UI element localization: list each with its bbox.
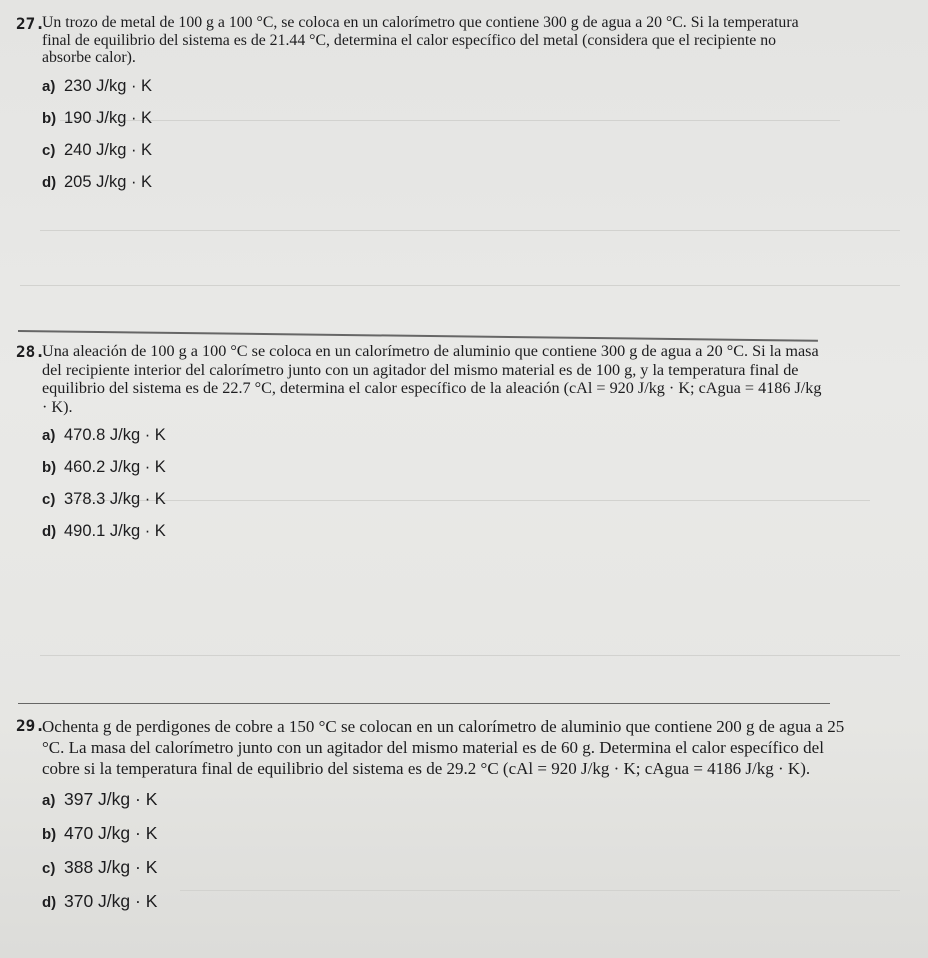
option-letter: d) (42, 523, 57, 540)
option-value: 460.2 J/kg · K (64, 458, 166, 476)
problem-number: 27. (16, 14, 45, 33)
show-through-line (40, 655, 900, 656)
problem-statement: Ochenta g de perdigones de cobre a 150 °C se colocan en un calorímetro de aluminio que contiene 200 g de agua a 25 °C. La masa del calorímetro junto con un agitador del mismo material es de 60 g. Determina el calor específico del cobre si la temperatura final de equilibrio del sistema es de 29.2 °C (cAl = 920 J/kg · K; cAgua = 4186 J/kg · K). (42, 717, 845, 778)
section-divider (18, 330, 818, 342)
problem-number: 28. (16, 342, 45, 361)
answer-option-a[interactable] (42, 77, 816, 109)
option-value: 388 J/kg · K (64, 857, 158, 877)
problem-27 (16, 14, 816, 205)
answer-options (16, 789, 846, 925)
option-letter: d) (42, 173, 57, 191)
answer-option-c[interactable] (42, 857, 846, 891)
answer-options (16, 426, 822, 554)
answer-option-a[interactable] (42, 789, 846, 823)
answer-option-b[interactable] (42, 109, 816, 141)
option-letter: a) (42, 792, 56, 809)
option-letter: b) (42, 109, 57, 127)
problem-28 (16, 342, 822, 554)
problem-29 (16, 716, 846, 925)
answer-options (16, 77, 816, 205)
answer-option-b[interactable] (42, 458, 822, 490)
option-value: 470 J/kg · K (64, 823, 158, 843)
option-value: 470.8 J/kg · K (64, 426, 166, 444)
option-value: 240 J/kg · K (64, 140, 153, 159)
option-letter: b) (42, 826, 57, 843)
section-divider (18, 703, 830, 704)
answer-option-c[interactable] (42, 490, 822, 522)
answer-option-d[interactable] (42, 891, 846, 925)
answer-option-d[interactable] (42, 522, 822, 554)
option-value: 397 J/kg · K (64, 789, 158, 809)
option-value: 230 J/kg · K (64, 76, 153, 95)
answer-option-a[interactable] (42, 426, 822, 458)
option-letter: a) (42, 427, 56, 444)
option-value: 205 J/kg · K (64, 172, 153, 191)
option-letter: a) (42, 77, 56, 95)
answer-option-c[interactable] (42, 141, 816, 173)
show-through-line (20, 285, 900, 286)
option-letter: c) (42, 860, 56, 877)
option-value: 378.3 J/kg · K (64, 490, 166, 508)
problem-statement: Una aleación de 100 g a 100 °C se coloca en un calorímetro de aluminio que contiene 300 g de agua a 20 °C. Si la masa del recipiente interior del calorímetro junto con un agitador del mismo material es de 100 g, y la temperatura final de equilibrio del sistema es de 22.7 °C, determina el calor específico de la aleación (cAl = 920 J/kg · K; cAgua = 4186 J/kg · K). (42, 342, 822, 416)
problem-number: 29. (16, 716, 45, 735)
problem-statement: Un trozo de metal de 100 g a 100 °C, se coloca en un calorímetro que contiene 300 g de agua a 20 °C. Si la temperatura final de equilibrio del sistema es de 21.44 °C, determina el calor específico del metal (considera que el recipiente no absorbe calor). (42, 14, 799, 66)
option-value: 190 J/kg · K (64, 108, 153, 127)
answer-option-d[interactable] (42, 173, 816, 205)
option-letter: d) (42, 894, 57, 911)
answer-option-b[interactable] (42, 823, 846, 857)
option-letter: c) (42, 141, 56, 159)
option-value: 370 J/kg · K (64, 891, 158, 911)
option-letter: c) (42, 491, 56, 508)
show-through-line (40, 230, 900, 231)
option-value: 490.1 J/kg · K (64, 522, 166, 540)
option-letter: b) (42, 459, 57, 476)
